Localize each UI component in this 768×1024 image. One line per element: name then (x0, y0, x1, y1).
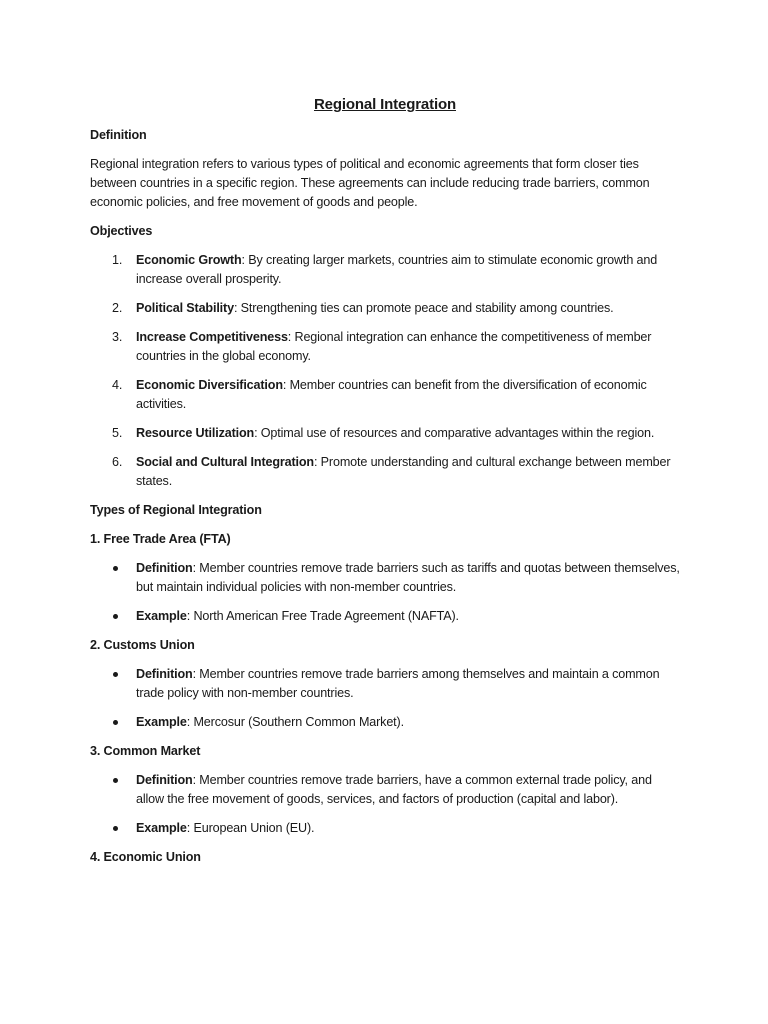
objectives-list (90, 251, 680, 491)
section-heading-economic-union: 4. Economic Union (90, 850, 201, 864)
page-title: Regional Integration (313, 96, 456, 113)
item-text: : Optimal use of resources and comparative advantages within the region. (254, 426, 655, 440)
item-term: Economic Growth (136, 253, 242, 267)
list-item (90, 251, 680, 289)
item-term: Example (136, 821, 187, 835)
item-number: 2. (112, 301, 123, 315)
item-number: 6. (112, 455, 123, 469)
item-term: Example (136, 609, 187, 623)
item-term: Definition (136, 773, 193, 787)
definition-text: Regional integration refers to various types of political and economic agreements that form closer ties between countries in a specific region. These agreements can include reducing trade barriers, common economic policies, and free movement of goods and people. (90, 157, 650, 209)
item-term: Social and Cultural Integration (136, 455, 314, 469)
definition-heading: Definition (90, 128, 147, 142)
item-term: Definition (136, 561, 193, 575)
bullet-icon (113, 566, 118, 571)
item-text: : Member countries remove trade barriers such as tariffs and quotas between themselves, but maintain individual policies with non-member countries. (136, 561, 680, 594)
section-heading-fta: 1. Free Trade Area (FTA) (90, 532, 231, 546)
types-heading: Types of Regional Integration (90, 503, 262, 517)
item-text: : Mercosur (Southern Common Market). (186, 715, 404, 729)
item-text: : Strengthening ties can promote peace and stability among countries. (233, 301, 614, 315)
item-text: : Member countries remove trade barriers among themselves and maintain a common trade policy with non-member countries. (136, 667, 660, 700)
document-page (90, 94, 680, 877)
list-item (90, 607, 680, 626)
common-market-list (90, 771, 680, 838)
list-item (90, 299, 680, 318)
list-item (90, 713, 680, 732)
list-item (90, 424, 680, 443)
item-term: Political Stability (136, 301, 234, 315)
item-text: : Promote understanding and cultural exchange between member states. (136, 455, 671, 488)
list-item (90, 376, 680, 414)
bullet-icon (113, 778, 118, 783)
bullet-icon (113, 614, 118, 619)
item-text: : Regional integration can enhance the competitiveness of member countries in the global economy. (136, 330, 652, 363)
item-text: : Member countries can benefit from the diversification of economic activities. (136, 378, 647, 411)
list-item (90, 771, 680, 809)
list-item (90, 453, 680, 491)
list-item (90, 819, 680, 838)
bullet-icon (113, 826, 118, 831)
item-text: : North American Free Trade Agreement (NAFTA). (186, 609, 459, 623)
bullet-icon (113, 720, 118, 725)
list-item (90, 559, 680, 597)
item-term: Economic Diversification (136, 378, 283, 392)
bullet-icon (113, 672, 118, 677)
customs-union-list (90, 665, 680, 732)
item-text: : Member countries remove trade barriers, have a common external trade policy, and allow the free movement of goods, services, and factors of production (capital and labor). (136, 773, 652, 806)
item-text: : By creating larger markets, countries aim to stimulate economic growth and increase overall prosperity. (136, 253, 658, 286)
fta-list (90, 559, 680, 626)
list-item (90, 665, 680, 703)
item-term: Definition (136, 667, 193, 681)
section-heading-customs-union: 2. Customs Union (90, 638, 195, 652)
objectives-heading: Objectives (90, 224, 153, 238)
item-number: 4. (112, 378, 123, 392)
item-number: 3. (112, 330, 123, 344)
item-number: 5. (112, 426, 123, 440)
item-term: Increase Competitiveness (136, 330, 288, 344)
item-term: Resource Utilization (136, 426, 255, 440)
item-text: : European Union (EU). (186, 821, 315, 835)
list-item (90, 328, 680, 366)
item-number: 1. (112, 253, 123, 267)
section-heading-common-market: 3. Common Market (90, 744, 201, 758)
item-term: Example (136, 715, 187, 729)
